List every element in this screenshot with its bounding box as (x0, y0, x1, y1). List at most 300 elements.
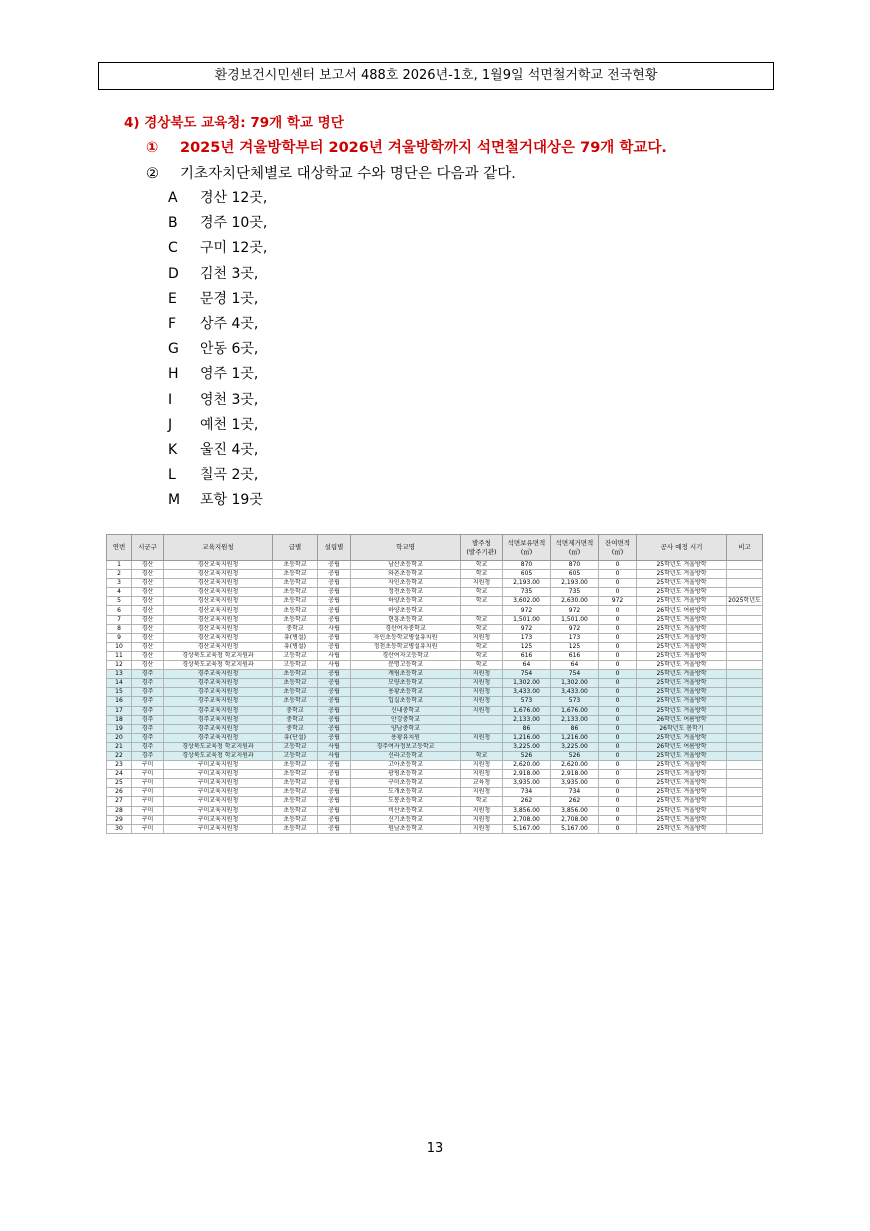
table-cell: 3 (107, 579, 132, 588)
table-row (107, 670, 763, 679)
table-cell: 19 (107, 724, 132, 733)
table-cell: 3,935.00 (551, 779, 599, 788)
table-cell: 0 (599, 606, 637, 615)
table-cell: 하양초등학교 (351, 606, 461, 615)
table-cell: 0 (599, 670, 637, 679)
table-cell: 학교 (461, 651, 503, 660)
table-cell: 25학년도 겨울방학 (637, 561, 727, 570)
table-cell: 구미초등학교 (351, 779, 461, 788)
table-cell: 573 (503, 697, 551, 706)
table-cell: 구미 (132, 779, 164, 788)
table-cell: 3,225.00 (551, 742, 599, 751)
table-cell: 0 (599, 624, 637, 633)
table-cell: 경주 (132, 733, 164, 742)
table-cell: 경산 (132, 661, 164, 670)
region-text: 김천 3곳, (200, 265, 259, 282)
table-row (107, 579, 763, 588)
table-cell: 학교 (461, 588, 503, 597)
table-cell: 25 (107, 779, 132, 788)
column-header: 공사 예정 시기 (637, 535, 727, 561)
table-cell: 25학년도 겨울방학 (637, 779, 727, 788)
table-cell: 0 (599, 642, 637, 651)
table-cell: 공립 (318, 715, 351, 724)
table-cell: 0 (599, 661, 637, 670)
table-cell: 공립 (318, 579, 351, 588)
table-cell: 22 (107, 751, 132, 760)
table-cell: 2,620.00 (551, 761, 599, 770)
table-cell: 30 (107, 824, 132, 833)
table-row (107, 597, 763, 606)
table-row (107, 606, 763, 615)
table-cell: 구미 (132, 788, 164, 797)
region-letter: L (168, 467, 176, 484)
table-cell: 23 (107, 761, 132, 770)
table-cell: 2,708.00 (551, 815, 599, 824)
table-cell: 남산초등학교 (351, 561, 461, 570)
column-header: 시군구 (132, 535, 164, 561)
table-cell: 문명고등학교 (351, 661, 461, 670)
table-row (107, 779, 763, 788)
table-cell: 학교 (461, 624, 503, 633)
point-2-mark: ② (146, 166, 159, 182)
table-cell: 초등학교 (273, 615, 318, 624)
point-1-text: 2025년 겨울방학부터 2026년 겨울방학까지 석면철거대상은 79개 학교다. (180, 140, 667, 156)
region-text: 구미 12곳, (200, 240, 268, 257)
table-cell: 86 (503, 724, 551, 733)
table-row (107, 688, 763, 697)
table-cell (727, 824, 763, 833)
table-cell: 지원청 (461, 788, 503, 797)
table-cell: 0 (599, 588, 637, 597)
table-cell: 초등학교 (273, 588, 318, 597)
table-cell: 616 (503, 651, 551, 660)
table-cell: 구미 (132, 797, 164, 806)
table-cell: 경산 (132, 606, 164, 615)
table-cell: 경주 (132, 679, 164, 688)
table-cell: 공립 (318, 588, 351, 597)
table-cell: 지원청 (461, 733, 503, 742)
table-cell: 경산 (132, 651, 164, 660)
table-cell: 경주 (132, 706, 164, 715)
table-cell: 경산 (132, 588, 164, 597)
table-cell: 구미 (132, 824, 164, 833)
region-item (168, 489, 263, 509)
region-item (168, 237, 267, 257)
table-cell: 지원청 (461, 688, 503, 697)
table-cell: 3,433.00 (551, 688, 599, 697)
table-row (107, 706, 763, 715)
table-body (107, 561, 763, 834)
table-cell: 초등학교 (273, 788, 318, 797)
table-cell: 사립 (318, 751, 351, 760)
table-cell: 지원청 (461, 679, 503, 688)
table-cell: 8 (107, 624, 132, 633)
table-cell: 1,676.00 (551, 706, 599, 715)
table-cell: 29 (107, 815, 132, 824)
table-cell: 초등학교 (273, 761, 318, 770)
table-cell: 86 (551, 724, 599, 733)
table-cell: 고등학교 (273, 651, 318, 660)
region-text: 예천 1곳, (200, 416, 259, 433)
table-cell: 경주교육지원청 (164, 706, 273, 715)
region-letter: M (168, 492, 181, 509)
table-cell: 초등학교 (273, 688, 318, 697)
table-cell: 구미교육지원청 (164, 770, 273, 779)
table-cell: 경상북도교육청 학교지원과 (164, 742, 273, 751)
table-cell: 28 (107, 806, 132, 815)
column-header: 학교명 (351, 535, 461, 561)
table-cell: 18 (107, 715, 132, 724)
table-cell: 2,708.00 (503, 815, 551, 824)
table-cell: 공립 (318, 597, 351, 606)
table-cell: 구미 (132, 806, 164, 815)
table-cell (727, 742, 763, 751)
table-cell: 2,193.00 (551, 579, 599, 588)
table-cell: 605 (551, 570, 599, 579)
column-header: 설립별 (318, 535, 351, 561)
table-cell (461, 742, 503, 751)
table-cell: 교육청 (461, 779, 503, 788)
table-cell: 공립 (318, 724, 351, 733)
table-row (107, 679, 763, 688)
table-cell: 24 (107, 770, 132, 779)
table-cell: 공립 (318, 633, 351, 642)
table-cell: 25학년도 겨울방학 (637, 597, 727, 606)
table-cell: 4 (107, 588, 132, 597)
region-text: 경산 12곳, (200, 190, 268, 206)
table-cell: 경산교육지원청 (164, 561, 273, 570)
table-cell: 0 (599, 697, 637, 706)
table-cell: 중학교 (273, 724, 318, 733)
table-cell (727, 715, 763, 724)
table-cell: 초등학교 (273, 770, 318, 779)
table-cell (727, 815, 763, 824)
table-cell: 0 (599, 706, 637, 715)
table-cell: 경주 (132, 751, 164, 760)
table-cell: 지원청 (461, 824, 503, 833)
table-cell: 사립 (318, 742, 351, 751)
table-cell: 3,856.00 (551, 806, 599, 815)
table-cell: 경산교육지원청 (164, 597, 273, 606)
table-cell: 구미교육지원청 (164, 761, 273, 770)
table-cell: 신라고등학교 (351, 751, 461, 760)
table-cell: 경상북도교육청 학교지원과 (164, 661, 273, 670)
table-cell: 지원청 (461, 579, 503, 588)
table-cell: 현흥초등학교 (351, 615, 461, 624)
table-cell: 도개초등학교 (351, 788, 461, 797)
table-cell: 경산교육지원청 (164, 606, 273, 615)
table-cell: 지원청 (461, 697, 503, 706)
table-cell: 초등학교 (273, 670, 318, 679)
table-cell: 자인초등학교병설유치원 (351, 633, 461, 642)
table-cell: 616 (551, 651, 599, 660)
table-cell: 구미교육지원청 (164, 815, 273, 824)
table-cell: 1 (107, 561, 132, 570)
table-cell (727, 670, 763, 679)
table-cell (727, 779, 763, 788)
table-row (107, 570, 763, 579)
table-cell: 25학년도 겨울방학 (637, 661, 727, 670)
region-letter: B (168, 215, 178, 232)
column-header: 잔여면적 (㎡) (599, 535, 637, 561)
table-cell: 비산초등학교 (351, 806, 461, 815)
table-cell: 경산교육지원청 (164, 588, 273, 597)
region-text: 포항 19곳 (200, 492, 263, 509)
table-cell: 안강중학교 (351, 715, 461, 724)
table-cell: 0 (599, 742, 637, 751)
table-cell: 공립 (318, 779, 351, 788)
table-cell: 유(병설) (273, 633, 318, 642)
table-cell: 구미교육지원청 (164, 824, 273, 833)
table-cell: 25학년도 겨울방학 (637, 797, 727, 806)
table-header-row (107, 535, 763, 561)
table-row (107, 633, 763, 642)
table-cell (727, 733, 763, 742)
table-cell: 공립 (318, 806, 351, 815)
table-cell: 25학년도 겨울방학 (637, 761, 727, 770)
table-cell: 15 (107, 688, 132, 697)
table-cell: 지원청 (461, 770, 503, 779)
table-row (107, 661, 763, 670)
table-cell: 용황초등학교 (351, 688, 461, 697)
table-cell: 초등학교 (273, 597, 318, 606)
table-cell: 지원청 (461, 633, 503, 642)
table-cell (727, 651, 763, 660)
table-cell: 초등학교 (273, 779, 318, 788)
table-cell (727, 570, 763, 579)
table-cell: 공립 (318, 733, 351, 742)
page-number: 13 (426, 1141, 444, 1156)
table-cell: 0 (599, 751, 637, 760)
region-letter: J (168, 416, 173, 433)
region-text: 울진 4곳, (200, 442, 259, 458)
table-cell: 광평초등학교 (351, 770, 461, 779)
point-2 (146, 162, 516, 183)
table-cell: 용황유치원 (351, 733, 461, 742)
table-cell (727, 579, 763, 588)
table-cell: 공립 (318, 606, 351, 615)
table-cell: 구미 (132, 770, 164, 779)
table-cell: 경산 (132, 615, 164, 624)
table-cell: 1,676.00 (503, 706, 551, 715)
table-cell: 20 (107, 733, 132, 742)
table-cell: 구미교육지원청 (164, 788, 273, 797)
table-cell: 3,602.00 (503, 597, 551, 606)
table-cell (727, 751, 763, 760)
table-cell: 173 (503, 633, 551, 642)
table-cell: 경산 (132, 624, 164, 633)
table-cell: 2,918.00 (503, 770, 551, 779)
table-cell: 경산교육지원청 (164, 615, 273, 624)
table-cell: 지원청 (461, 815, 503, 824)
table-cell: 유(병설) (273, 642, 318, 651)
table-cell: 지원청 (461, 706, 503, 715)
table-cell: 초등학교 (273, 570, 318, 579)
table-cell: 3,935.00 (503, 779, 551, 788)
table-cell: 경상북도교육청 학교지원과 (164, 651, 273, 660)
table-cell: 고등학교 (273, 751, 318, 760)
table-row (107, 715, 763, 724)
table-cell: 972 (599, 597, 637, 606)
table-cell: 공립 (318, 706, 351, 715)
table-row (107, 588, 763, 597)
table-cell: 경산교육지원청 (164, 642, 273, 651)
table-cell: 경산 (132, 633, 164, 642)
table-cell: 5,167.00 (551, 824, 599, 833)
region-item (168, 439, 258, 459)
table-cell: 0 (599, 688, 637, 697)
table-cell: 1,501.00 (551, 615, 599, 624)
table-cell (727, 806, 763, 815)
region-item (168, 212, 267, 232)
table-cell: 972 (503, 624, 551, 633)
table-cell: 지원청 (461, 761, 503, 770)
table-row (107, 742, 763, 751)
table-cell: 공립 (318, 697, 351, 706)
table-cell: 1,302.00 (551, 679, 599, 688)
table-cell: 25학년도 겨울방학 (637, 706, 727, 715)
report-header: 환경보건시민센터 보고서 488호 2026년-1호, 1월9일 석면철거학교 전국현황 (98, 62, 774, 90)
table-cell: 1,501.00 (503, 615, 551, 624)
table-cell: 경산 (132, 570, 164, 579)
table-cell: 경산교육지원청 (164, 570, 273, 579)
table-cell: 경주교육지원청 (164, 724, 273, 733)
region-letter: C (168, 240, 178, 257)
table-cell: 2,133.00 (503, 715, 551, 724)
column-header: 급별 (273, 535, 318, 561)
table-cell: 25학년도 겨울방학 (637, 588, 727, 597)
table-cell: 2,918.00 (551, 770, 599, 779)
table-cell: 학교 (461, 642, 503, 651)
table-cell: 870 (551, 561, 599, 570)
table-cell: 0 (599, 733, 637, 742)
table-cell: 학교 (461, 797, 503, 806)
table-cell: 0 (599, 724, 637, 733)
point-1 (146, 136, 667, 157)
table-cell (461, 715, 503, 724)
table-cell: 공립 (318, 570, 351, 579)
table-cell: 경주여자정보고등학교 (351, 742, 461, 751)
table-cell (727, 697, 763, 706)
region-letter: K (168, 442, 178, 458)
table-cell (461, 724, 503, 733)
table-cell (727, 770, 763, 779)
table-cell: 고등학교 (273, 742, 318, 751)
table-cell: 0 (599, 788, 637, 797)
table-cell: 신내중학교 (351, 706, 461, 715)
table-cell: 구미 (132, 761, 164, 770)
table-cell: 학교 (461, 661, 503, 670)
table-cell: 중학교 (273, 706, 318, 715)
table-cell: 25학년도 겨울방학 (637, 570, 727, 579)
table-cell: 0 (599, 779, 637, 788)
table-cell: 0 (599, 679, 637, 688)
region-letter: G (168, 341, 179, 358)
table-cell (727, 761, 763, 770)
table-cell: 25학년도 겨울방학 (637, 642, 727, 651)
section-title: 4) 경상북도 교육청: 79개 학교 명단 (124, 115, 344, 131)
table-cell: 12 (107, 661, 132, 670)
region-text: 영천 3곳, (200, 391, 259, 408)
table-cell (727, 688, 763, 697)
region-letter: D (168, 265, 179, 282)
region-item (168, 389, 258, 409)
table-cell (727, 797, 763, 806)
table-cell: 26학년도 여름방학 (637, 606, 727, 615)
region-text: 영주 1곳, (200, 366, 259, 383)
table-cell: 원남초등학교 (351, 824, 461, 833)
table-cell: 14 (107, 679, 132, 688)
table-cell: 25학년도 겨울방학 (637, 651, 727, 660)
region-item (168, 363, 258, 383)
table-cell: 27 (107, 797, 132, 806)
table-cell: 25학년도 겨울방학 (637, 688, 727, 697)
table-cell: 경주교육지원청 (164, 697, 273, 706)
region-letter: F (168, 316, 177, 332)
table-cell: 6 (107, 606, 132, 615)
table-cell: 3,856.00 (503, 806, 551, 815)
table-cell (727, 642, 763, 651)
table-cell: 0 (599, 579, 637, 588)
table-cell: 경주 (132, 688, 164, 697)
table-cell: 중학교 (273, 715, 318, 724)
table-cell: 0 (599, 633, 637, 642)
column-header: 연번 (107, 535, 132, 561)
table-cell: 16 (107, 697, 132, 706)
region-item (168, 263, 258, 283)
table-cell: 공립 (318, 815, 351, 824)
region-item (168, 187, 267, 207)
table-cell: 1,216.00 (503, 733, 551, 742)
table-row (107, 797, 763, 806)
table-cell: 경산 (132, 579, 164, 588)
table-cell: 경산 (132, 561, 164, 570)
table-cell: 지원청 (461, 670, 503, 679)
school-schedule-table (106, 534, 763, 834)
table-cell: 25학년도 겨울방학 (637, 615, 727, 624)
table-cell: 도봉초등학교 (351, 797, 461, 806)
table-cell: 초등학교 (273, 697, 318, 706)
table-cell (727, 615, 763, 624)
table-cell: 공립 (318, 824, 351, 833)
table-cell: 25학년도 겨울방학 (637, 579, 727, 588)
table-cell: 구미교육지원청 (164, 806, 273, 815)
table-cell: 0 (599, 615, 637, 624)
table-row (107, 561, 763, 570)
table-cell: 26학년도 봄학기 (637, 724, 727, 733)
table-cell: 11 (107, 651, 132, 660)
table-cell: 경산 (132, 597, 164, 606)
table-cell: 사립 (318, 624, 351, 633)
point-1-mark: ① (146, 140, 159, 156)
table-cell: 7 (107, 615, 132, 624)
table-row (107, 761, 763, 770)
column-header: 석면보유면적 (㎡) (503, 535, 551, 561)
table-cell: 25학년도 겨울방학 (637, 670, 727, 679)
table-cell (727, 606, 763, 615)
table-cell (727, 588, 763, 597)
table-cell: 공립 (318, 788, 351, 797)
table-cell: 공립 (318, 615, 351, 624)
table-cell: 735 (551, 588, 599, 597)
table-cell: 25학년도 겨울방학 (637, 770, 727, 779)
table-cell: 초등학교 (273, 806, 318, 815)
table-cell: 경산교육지원청 (164, 633, 273, 642)
table-cell: 0 (599, 824, 637, 833)
table-cell: 경주 (132, 724, 164, 733)
table-cell: 구미교육지원청 (164, 779, 273, 788)
column-header: 발주청 (발주기관) (461, 535, 503, 561)
